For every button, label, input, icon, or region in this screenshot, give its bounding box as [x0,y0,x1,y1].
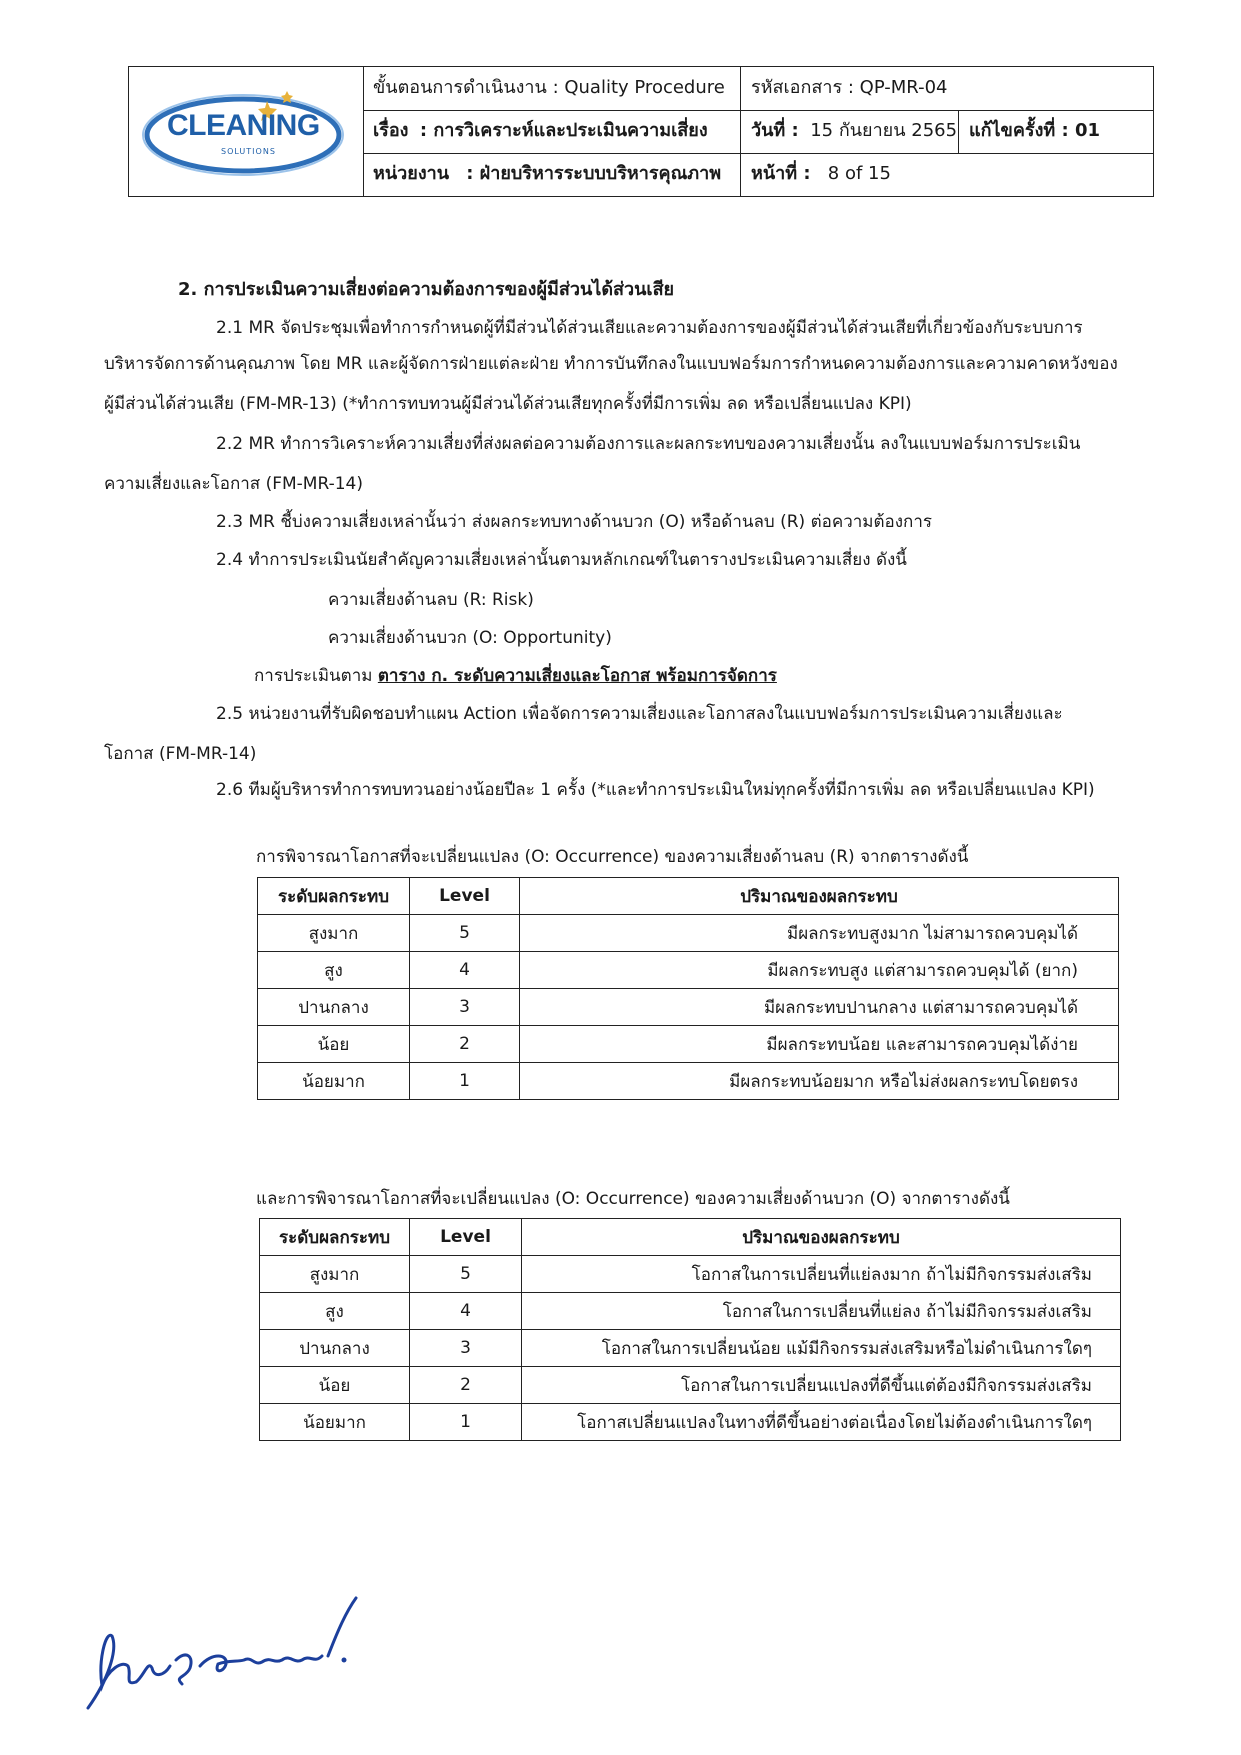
para-2-1-line-2: บริหารจัดการด้านคุณภาพ โดย MR และผู้จัดการฝ่ายแต่ละฝ่าย ทำการบันทึกลงในแบบฟอร์มการกำหนดความต้องการและความคาดหวังของ [104,354,1118,374]
header-row-3 [363,153,1153,196]
cell-level: 5 [410,1256,522,1293]
cell-level: 1 [410,1404,522,1441]
cell-description: โอกาสในการเปลี่ยนที่แย่ลงมาก ถ้าไม่มีกิจกรรมส่งเสริม [522,1256,1121,1293]
cell-description: โอกาสในการเปลี่ยนน้อย แม้มีกิจกรรมส่งเสริมหรือไม่ดำเนินการใดๆ [522,1330,1121,1367]
page-value: 8 of 15 [827,163,891,184]
table-row [260,1404,1121,1441]
cell-level: 4 [410,1293,522,1330]
cell-description: มีผลกระทบน้อย และสามารถควบคุมได้ง่าย [520,1026,1119,1063]
cell-impact: น้อย [260,1367,410,1404]
section-title: 2. การประเมินความเสี่ยงต่อความต้องการของผู้มีส่วนได้ส่วนเสีย [178,279,675,300]
para-2-3: 2.3 MR ชี้บ่งความเสี่ยงเหล่านั้นว่า ส่งผลกระทบทางด้านบวก (O) หรือด้านลบ (R) ต่อความต้องการ [216,512,933,532]
logo-cell [129,67,364,196]
date-value: 15 กันยายน 2565 [810,120,958,141]
risk-positive-item: ความเสี่ยงด้านบวก (O: Opportunity) [328,628,612,648]
para-2-2-line-2: ความเสี่ยงและโอกาส (FM-MR-14) [104,474,363,494]
cell-level: 3 [410,989,520,1026]
header-level: Level [410,1219,522,1256]
header-level: Level [410,878,520,915]
page-label: หน้าที่ : [751,163,811,184]
table-row [260,1330,1121,1367]
cell-description: โอกาสในการเปลี่ยนที่แย่ลง ถ้าไม่มีกิจกรรมส่งเสริม [522,1293,1121,1330]
header-row-2 [363,110,1153,154]
department-cell [363,153,741,196]
procedure-cell: ขั้นตอนการดำเนินงาน : Quality Procedure [363,67,741,110]
cell-description: โอกาสในการเปลี่ยนแปลงที่ดีขึ้นแต่ต้องมีกิจกรรมส่งเสริม [522,1367,1121,1404]
subject-label: เรื่อง [373,120,409,141]
header-impact-amount: ปริมาณของผลกระทบ [522,1219,1121,1256]
para-2-4: 2.4 ทำการประเมินนัยสำคัญความเสี่ยงเหล่านั้นตามหลักเกณฑ์ในตารางประเมินความเสี่ยง ดังนี้ [216,550,907,570]
cell-impact: สูง [260,1293,410,1330]
cell-description: มีผลกระทบสูง แต่สามารถควบคุมได้ (ยาก) [520,952,1119,989]
table-row [258,1063,1119,1100]
logo-wordmark: CLEANING [167,109,320,142]
signature [78,1590,378,1720]
assessment-table-reference: ตาราง ก. ระดับความเสี่ยงและโอกาส พร้อมการจัดการ [377,666,777,686]
table-row [260,1367,1121,1404]
table-risk-header-row [258,878,1119,915]
date-cell [741,110,959,153]
cell-description: โอกาสเปลี่ยนแปลงในทางที่ดีขึ้นอย่างต่อเนื่องโดยไม่ต้องดำเนินการใดๆ [522,1404,1121,1441]
cell-impact: สูง [258,952,410,989]
cell-level: 4 [410,952,520,989]
cell-level: 1 [410,1063,520,1100]
para-2-6: 2.6 ทีมผู้บริหารทำการทบทวนอย่างน้อยปีละ 1 ครั้ง (*และทำการประเมินใหม่ทุกครั้งที่มีการเพิ่ม ลด หรือเปลี่ยนแปลง KPI) [216,780,1095,800]
table-opportunity-caption: และการพิจารณาโอกาสที่จะเปลี่ยนแปลง (O: Occurrence) ของความเสี่ยงด้านบวก (O) จากตารางดังนี้ [256,1189,1010,1209]
subject-cell [363,110,741,153]
cell-impact: น้อยมาก [260,1404,410,1441]
para-2-1-line-1: 2.1 MR จัดประชุมเพื่อทำการกำหนดผู้ที่มีส่วนได้ส่วนเสียและความต้องการของผู้มีส่วนได้ส่วนเสียที่เกี่ยวข้องกับระบบการ [216,318,1083,338]
cell-description: มีผลกระทบน้อยมาก หรือไม่ส่งผลกระทบโดยตรง [520,1063,1119,1100]
header-impact-amount: ปริมาณของผลกระทบ [520,878,1119,915]
cell-impact: ปานกลาง [258,989,410,1026]
logo-subtext: SOLUTIONS [221,147,276,156]
risk-negative-item: ความเสี่ยงด้านลบ (R: Risk) [328,590,534,610]
table-row [258,915,1119,952]
header-row-1 [363,67,1153,111]
para-2-1-line-3: ผู้มีส่วนได้ส่วนเสีย (FM-MR-13) (*ทำการทบทวนผู้มีส่วนได้ส่วนเสียทุกครั้งที่มีการเพิ่ม ลด หรือเปลี่ยนแปลง KPI) [104,394,912,414]
assessment-prefix: การประเมินตาม [254,666,378,686]
cell-impact: สูงมาก [260,1256,410,1293]
date-label: วันที่ : [751,120,799,141]
cell-description: มีผลกระทบสูงมาก ไม่สามารถควบคุมได้ [520,915,1119,952]
assessment-line [254,664,777,688]
cell-impact: ปานกลาง [260,1330,410,1367]
header-impact-level: ระดับผลกระทบ [258,878,410,915]
table-row [258,989,1119,1026]
para-2-5-line-2: โอกาส (FM-MR-14) [104,744,257,764]
para-2-2-line-1: 2.2 MR ทำการวิเคราะห์ความเสี่ยงที่ส่งผลต่อความต้องการและผลกระทบของความเสี่ยงนั้น ลงในแบบฟอร์มการประเมิน [216,434,1081,454]
para-2-5-line-1: 2.5 หน่วยงานที่รับผิดชอบทำแผน Action เพื่อจัดการความเสี่ยงและโอกาสลงในแบบฟอร์มการประเมินความเสี่ยงและ [216,704,1063,724]
document-header [128,66,1154,197]
subject-value: : การวิเคราะห์และประเมินความเสี่ยง [419,120,708,141]
doc-code-cell: รหัสเอกสาร : QP-MR-04 [751,77,948,98]
cell-impact: น้อยมาก [258,1063,410,1100]
table-row [258,1026,1119,1063]
cell-level: 5 [410,915,520,952]
table-opportunity [259,1218,1121,1441]
department-label: หน่วยงาน [373,163,450,184]
table-row [260,1293,1121,1330]
table-risk-caption: การพิจารณาโอกาสที่จะเปลี่ยนแปลง (O: Occurrence) ของความเสี่ยงด้านลบ (R) จากตารางดังนี้ [256,847,969,867]
cell-level: 2 [410,1026,520,1063]
table-risk [257,877,1119,1100]
table-opportunity-header-row [260,1219,1121,1256]
cell-level: 2 [410,1367,522,1404]
table-row [258,952,1119,989]
department-value: : ฝ่ายบริหารระบบบริหารคุณภาพ [466,163,722,184]
cell-description: มีผลกระทบปานกลาง แต่สามารถควบคุมได้ [520,989,1119,1026]
table-row [260,1256,1121,1293]
header-impact-level: ระดับผลกระทบ [260,1219,410,1256]
revision-cell: แก้ไขครั้งที่ : 01 [969,120,1101,141]
cell-impact: น้อย [258,1026,410,1063]
page-cell [741,153,1153,196]
cell-level: 3 [410,1330,522,1367]
cell-impact: สูงมาก [258,915,410,952]
